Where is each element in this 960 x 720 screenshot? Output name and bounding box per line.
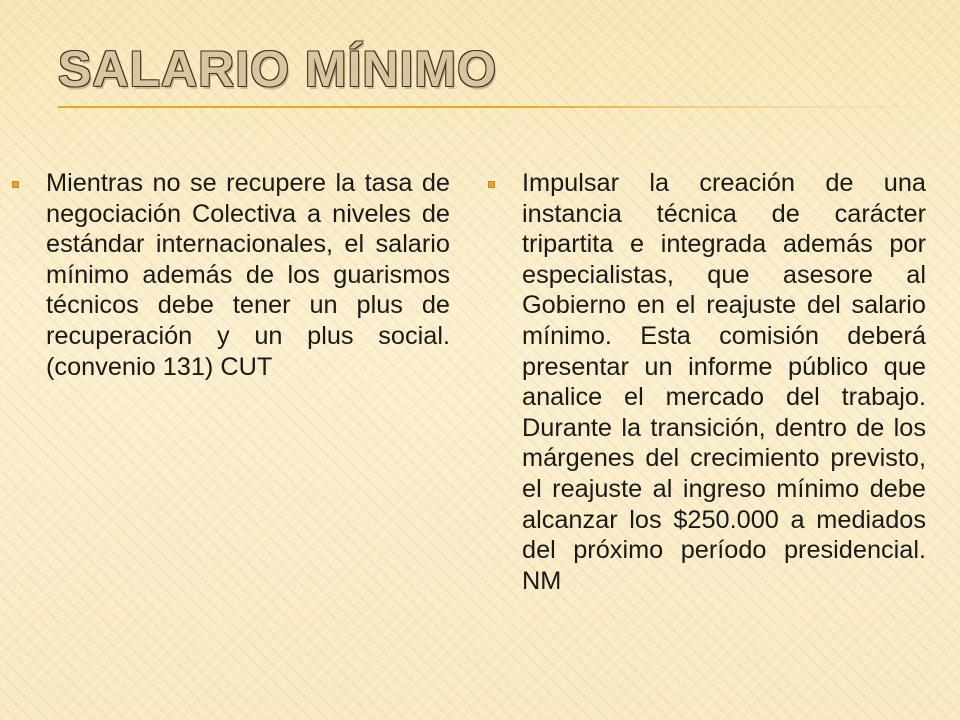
- title-underline: [58, 106, 938, 108]
- square-bullet-icon: [488, 181, 495, 188]
- slide-title: SALARIO MÍNIMO: [58, 41, 497, 97]
- left-bullet-item: [46, 168, 450, 382]
- right-bullet-text: Impulsar la creación de una instancia técnica de carácter tripartita e integrada además por especialistas, que asesore al Gobierno en el reajuste del salario mínimo. Esta comisión deberá presentar un informe público que analice el mercado del trabajo. Durante la transición, dentro de los márgenes del crecimiento previsto, el reajuste al ingreso mínimo debe alcanzar los $250.000 a mediados del próximo período presidencial. NM: [522, 169, 926, 595]
- left-bullet-text: Mientras no se recupere la tasa de negociación Colectiva a niveles de estándar internacionales, el salario mínimo además de los guarismos técnicos debe tener un plus de recuperación y un plus social. (convenio 131) CUT: [46, 169, 450, 381]
- square-bullet-icon: [12, 181, 19, 188]
- right-bullet-item: [522, 168, 926, 596]
